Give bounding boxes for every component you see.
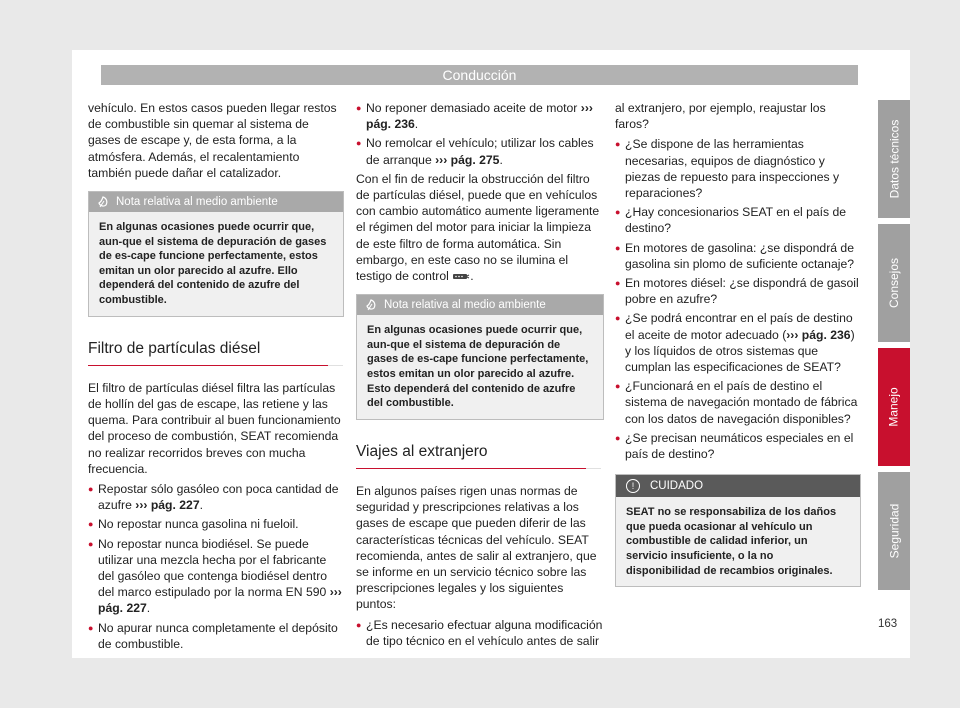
- section-title-travel: Viajes al extranjero: [356, 444, 586, 469]
- list-item: ● No reponer demasiado aceite de motor ››› pág. 236.: [356, 100, 604, 132]
- leaf-icon: [365, 299, 377, 311]
- list-item: ● ¿Hay concesionarios SEAT en el país de destino?: [615, 204, 861, 236]
- note-body: En algunas ocasiones puede ocurrir que, aun-que el sistema de depuración de gases de es-cape funcione perfectamente, estos emitan un olor parecido al azufre. Ello dependerá del contenido de azufre del combustible.: [89, 212, 343, 316]
- caution-box: [615, 474, 861, 587]
- section-title-dpf: Filtro de partículas diésel: [88, 341, 328, 366]
- tab-datos-tecnicos[interactable]: Datos técnicos: [878, 100, 910, 218]
- caution-title: CUIDADO: [650, 480, 704, 493]
- tab-seguridad[interactable]: Seguridad: [878, 472, 910, 590]
- travel-bullet-list: [356, 617, 604, 649]
- list-item: ● No apurar nunca completamente el depósito de combustible.: [88, 620, 344, 652]
- note-body: En algunas ocasiones puede ocurrir que, aun-que el sistema de depuración de gases de es-cape funcione perfectamente, estos emitan un olor parecido al azufre. Esto dependerá del contenido de azufre del combustible.: [357, 315, 603, 419]
- list-item: ● ¿Funcionará en el país de destino el sistema de navegación montado de fábrica con los datos de navegación disponibles?: [615, 378, 861, 427]
- info-icon: !: [626, 479, 640, 493]
- page-reference-link[interactable]: ››› pág. 236: [786, 327, 851, 342]
- environment-note: [88, 191, 344, 317]
- page-number: 163: [878, 618, 898, 630]
- intro-paragraph: vehículo. En estos casos pueden llegar restos de combustible sin quemar al sistema de gases de escape y, de esta forma, a la atmósfera. Además, el recalentamiento también puede dañar el catalizador.: [88, 101, 337, 180]
- list-item: ● ¿Se precisan neumáticos especiales en el país de destino?: [615, 430, 861, 462]
- caution-body: SEAT no se responsabiliza de los daños que pueda ocasionar al vehículo un combustible de calidad inferior, un servicio insuficiente, o la no disponibilidad de recambios originales.: [616, 497, 860, 586]
- list-item: ● Repostar sólo gasóleo con poca cantidad de azufre ››› pág. 227.: [88, 481, 344, 513]
- column-1: [88, 100, 344, 655]
- page-reference-link[interactable]: ››› pág. 236: [366, 101, 593, 132]
- tab-manejo[interactable]: Manejo: [878, 348, 910, 466]
- travel-paragraph: En algunos países rigen unas normas de seguridad y prescripciones relativas a los gases de escape que pueden diferir de las características técnicas del vehículo. SEAT recomienda, antes de salir al extranjero, que se informe en un servicio técnico sobre las prescripciones legales y los siguientes puntos:: [356, 484, 597, 612]
- column-2: [356, 100, 604, 652]
- dpf-paragraph: El filtro de partículas diésel filtra las partículas de hollín del gas de escape, las retiene y las quema. Para contribuir al buen funcionamiento del proceso de combustión, SEAT recomienda no realizar recorridos breves con mucha frecuencia.: [88, 380, 341, 476]
- page-reference-link[interactable]: ››› pág. 227: [135, 498, 200, 513]
- list-item: ● En motores diésel: ¿se dispondrá de gasoil pobre en azufre?: [615, 275, 861, 307]
- list-item: ● ¿Es necesario efectuar alguna modificación de tipo técnico en el vehículo antes de salir: [356, 617, 604, 649]
- dpf-bullet-list: [88, 481, 344, 652]
- note-title: Nota relativa al medio ambiente: [116, 195, 278, 208]
- note-title: Nota relativa al medio ambiente: [384, 299, 546, 312]
- page-header: Conducción: [101, 65, 858, 85]
- list-item: ● No remolcar el vehículo; utilizar los cables de arranque ››› pág. 275.: [356, 135, 604, 167]
- travel-bullet-list-continued: [615, 136, 861, 462]
- page-reference-link[interactable]: ››› pág. 275: [435, 152, 500, 167]
- tab-consejos[interactable]: Consejos: [878, 224, 910, 342]
- list-item: ● ¿Se podrá encontrar en el país de destino el aceite de motor adecuado (››› pág. 236) y los líquidos de otros sistemas que cumplan las especificaciones de SEAT?: [615, 310, 861, 375]
- list-item: ● No repostar nunca biodiésel. Se puede utilizar una mezcla hecha por el fabricante del gasóleo que contenga biodiésel dentro del marco estipulado por la norma EN 590 ››› pág. 227.: [88, 536, 344, 617]
- continued-text: al extranjero, por ejemplo, reajustar los faros?: [615, 101, 826, 132]
- list-item: ● En motores de gasolina: ¿se dispondrá de gasolina sin plomo de suficiente octanaje?: [615, 240, 861, 272]
- environment-note-2: [356, 294, 604, 420]
- page-reference-link[interactable]: ››› pág. 227: [98, 585, 342, 616]
- warning-light-icon: [452, 272, 470, 281]
- list-item: ● ¿Se dispone de las herramientas necesarias, equipos de diagnóstico y piezas de repuesto para inspecciones y reparaciones?: [615, 136, 861, 201]
- dpf-cleaning-paragraph: Con el fin de reducir la obstrucción del filtro de partículas diésel, puede que en vehículos con cambio automático aumente ligeramente el régimen del motor para iniciar la limpieza de este filtro de forma automática. Sin embargo, en este caso no se ilumina el testigo de control .: [356, 171, 600, 284]
- column-3: [615, 100, 861, 587]
- list-item: ● No repostar nunca gasolina ni fueloil.: [88, 516, 344, 532]
- bullet-list: [356, 100, 604, 168]
- leaf-icon: [97, 196, 109, 208]
